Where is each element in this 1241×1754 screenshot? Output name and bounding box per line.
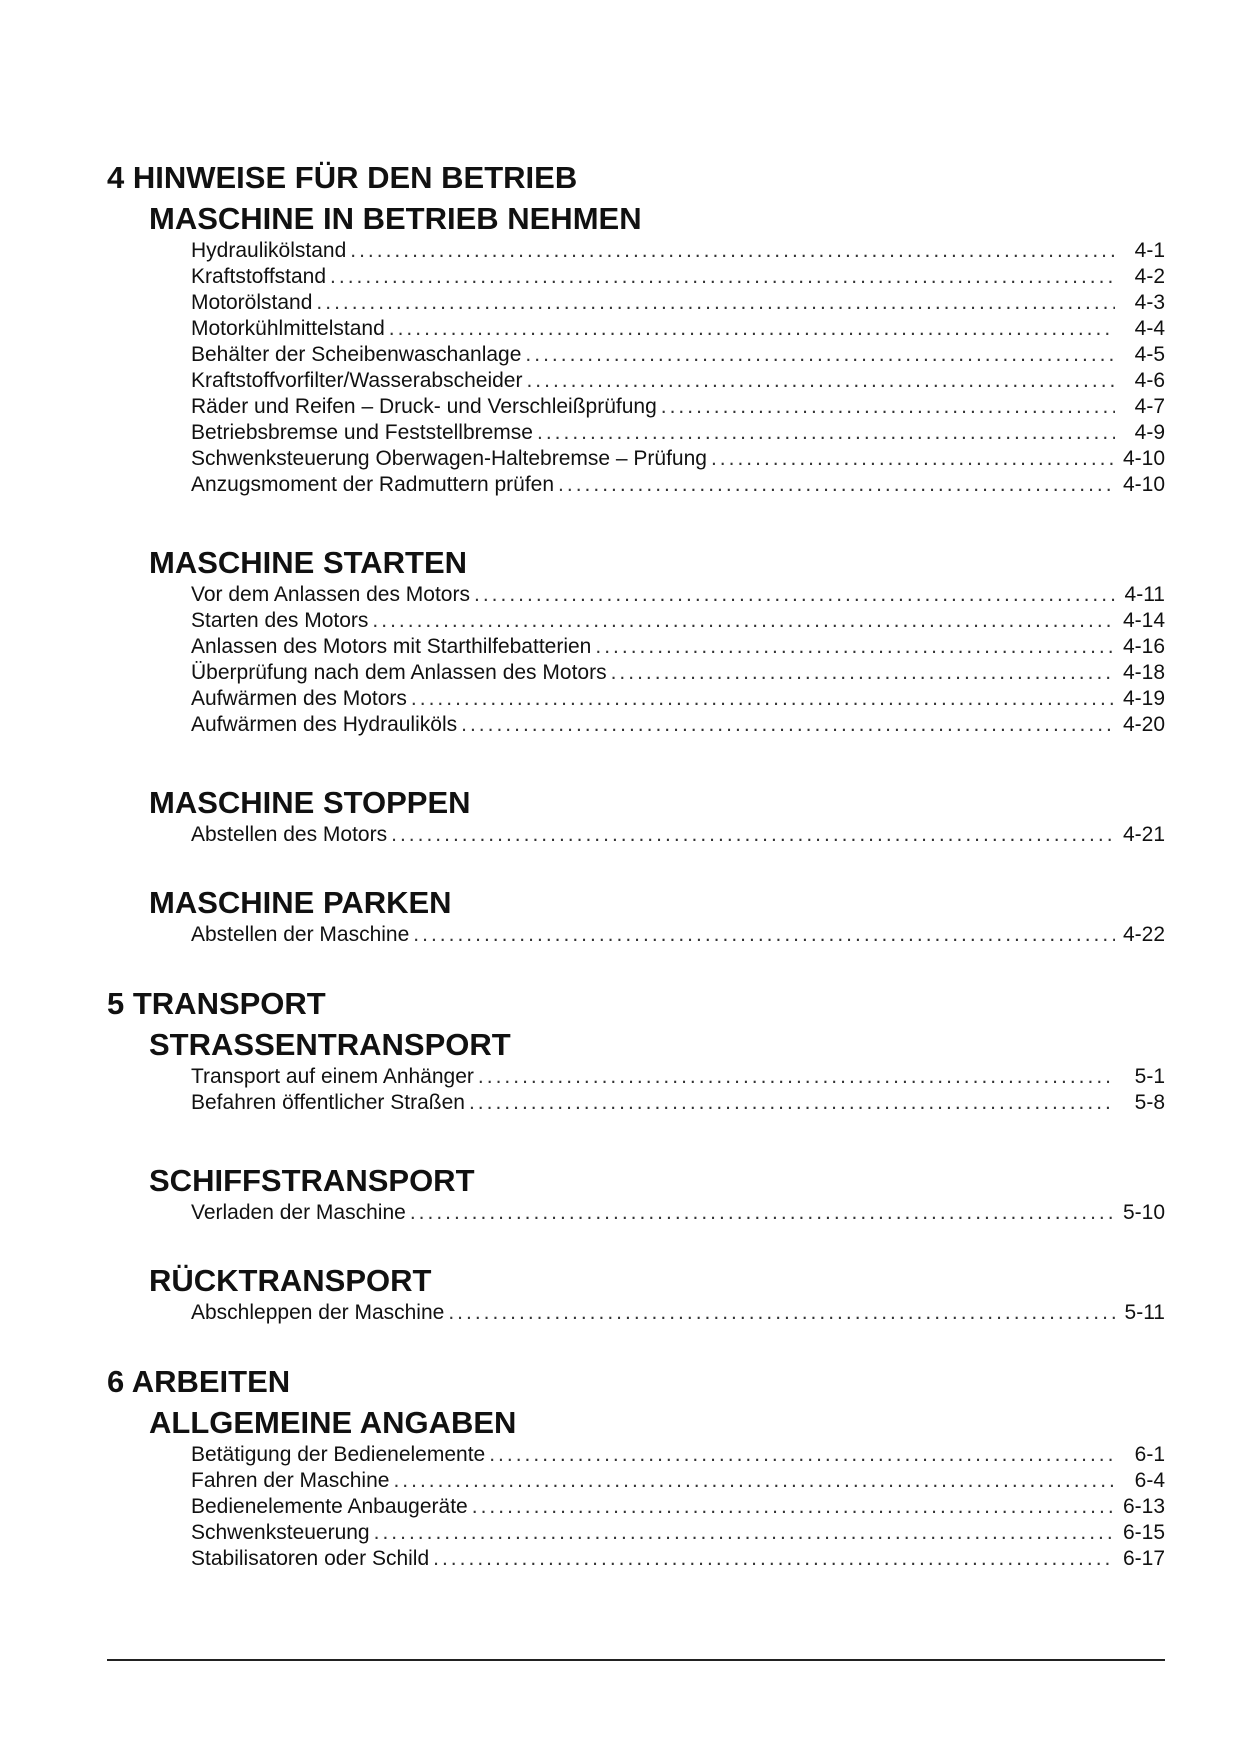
- chapter-title: 4 HINWEISE FÜR DEN BETRIEB: [107, 160, 578, 195]
- dot-leader: [391, 822, 1115, 848]
- entry-page: 4-21: [1122, 823, 1165, 846]
- entry-page: 4-14: [1122, 609, 1165, 632]
- entry-label: Befahren öffentlicher Straßen: [191, 1091, 465, 1114]
- toc-entry[interactable]: [191, 1520, 1165, 1546]
- section-title: ALLGEMEINE ANGABEN: [149, 1405, 517, 1440]
- spacer: [107, 848, 1165, 884]
- chapter: [107, 984, 1165, 1326]
- dot-leader: [374, 1520, 1115, 1546]
- entry-page: 4-20: [1122, 713, 1165, 736]
- entry-label: Schwenksteuerung: [191, 1521, 370, 1544]
- section: [149, 884, 1165, 948]
- dot-leader: [316, 290, 1115, 316]
- entry-page: 4-10: [1122, 473, 1165, 496]
- entry-page: 6-13: [1122, 1495, 1165, 1518]
- section-title: MASCHINE STARTEN: [149, 545, 468, 580]
- entry-page: 4-16: [1122, 635, 1165, 658]
- entry-page: 4-3: [1134, 291, 1165, 314]
- entry-label: Bedienelemente Anbaugeräte: [191, 1495, 468, 1518]
- dot-leader: [410, 1200, 1115, 1226]
- spacer: [107, 948, 1165, 984]
- entry-list: [149, 582, 1165, 738]
- dot-leader: [461, 712, 1115, 738]
- toc-entry[interactable]: [191, 1442, 1165, 1468]
- entry-page: 4-11: [1124, 583, 1165, 606]
- toc-entry[interactable]: [191, 446, 1165, 472]
- entry-label: Motorkühlmittelstand: [191, 317, 385, 340]
- entry-list: [149, 1442, 1165, 1572]
- toc-entry[interactable]: [191, 472, 1165, 498]
- toc-entry[interactable]: [191, 368, 1165, 394]
- toc-entry[interactable]: [191, 1494, 1165, 1520]
- spacer: [107, 1116, 1165, 1162]
- dot-leader: [389, 316, 1115, 342]
- entry-label: Aufwärmen des Motors: [191, 687, 407, 710]
- dot-leader: [433, 1546, 1115, 1572]
- toc-entry[interactable]: [191, 238, 1165, 264]
- entry-list: [149, 822, 1165, 848]
- dot-leader: [661, 394, 1115, 420]
- entry-label: Abstellen des Motors: [191, 823, 388, 846]
- toc-entry[interactable]: [191, 1200, 1165, 1226]
- entry-page: 4-5: [1134, 343, 1165, 366]
- entry-page: 4-1: [1134, 239, 1165, 262]
- dot-leader: [393, 1468, 1115, 1494]
- entry-list: [149, 238, 1165, 498]
- entry-list: [149, 1064, 1165, 1116]
- entry-label: Überprüfung nach dem Anlassen des Motors: [191, 661, 607, 684]
- section: [149, 1026, 1165, 1116]
- section: [149, 200, 1165, 498]
- toc-entry[interactable]: [191, 290, 1165, 316]
- entry-page: 4-7: [1134, 395, 1165, 418]
- section: [149, 1262, 1165, 1326]
- entry-list: [149, 922, 1165, 948]
- dot-leader: [478, 1064, 1115, 1090]
- dot-leader: [350, 238, 1115, 264]
- entry-page: 4-10: [1122, 447, 1165, 470]
- chapter: [107, 1362, 1165, 1572]
- dot-leader: [372, 608, 1115, 634]
- entry-label: Betätigung der Bedienelemente: [191, 1443, 486, 1466]
- table-of-contents: [107, 158, 1165, 1572]
- section-title: MASCHINE STOPPEN: [149, 785, 471, 820]
- toc-entry[interactable]: [191, 420, 1165, 446]
- entry-page: 4-18: [1122, 661, 1165, 684]
- section-title: MASCHINE PARKEN: [149, 885, 452, 920]
- entry-page: 5-1: [1134, 1065, 1165, 1088]
- entry-page: 5-10: [1122, 1201, 1165, 1224]
- toc-entry[interactable]: [191, 582, 1165, 608]
- section-title: MASCHINE IN BETRIEB NEHMEN: [149, 201, 642, 236]
- entry-label: Stabilisatoren oder Schild: [191, 1547, 430, 1570]
- dot-leader: [595, 634, 1115, 660]
- entry-label: Anzugsmoment der Radmuttern prüfen: [191, 473, 555, 496]
- entry-label: Abstellen der Maschine: [191, 923, 410, 946]
- entry-page: 6-4: [1134, 1469, 1165, 1492]
- entry-label: Verladen der Maschine: [191, 1201, 406, 1224]
- toc-entry[interactable]: [191, 634, 1165, 660]
- entry-label: Fahren der Maschine: [191, 1469, 390, 1492]
- dot-leader: [330, 264, 1115, 290]
- dot-leader: [711, 446, 1115, 472]
- entry-page: 4-4: [1134, 317, 1165, 340]
- bottom-rule: [107, 1659, 1165, 1661]
- toc-entry[interactable]: [191, 264, 1165, 290]
- spacer: [107, 1226, 1165, 1262]
- entry-label: Transport auf einem Anhänger: [191, 1065, 474, 1088]
- entry-label: Betriebsbremse und Feststellbremse: [191, 421, 533, 444]
- chapter-title: 6 ARBEITEN: [107, 1364, 291, 1399]
- section: [149, 1404, 1165, 1572]
- entry-page: 6-17: [1122, 1547, 1165, 1570]
- dot-leader: [611, 660, 1115, 686]
- entry-label: Abschleppen der Maschine: [191, 1301, 445, 1324]
- toc-entry[interactable]: [191, 686, 1165, 712]
- entry-label: Kraftstoffvorfilter/Wasserabscheider: [191, 369, 523, 392]
- entry-page: 4-19: [1122, 687, 1165, 710]
- entry-page: 4-2: [1134, 265, 1165, 288]
- spacer: [107, 738, 1165, 784]
- dot-leader: [558, 472, 1115, 498]
- section-title: STRASSENTRANSPORT: [149, 1027, 511, 1062]
- toc-entry[interactable]: [191, 342, 1165, 368]
- spacer: [107, 498, 1165, 544]
- entry-label: Motorölstand: [191, 291, 313, 314]
- dot-leader: [448, 1300, 1115, 1326]
- dot-leader: [411, 686, 1115, 712]
- section: [149, 784, 1165, 848]
- dot-leader: [537, 420, 1115, 446]
- toc-entry[interactable]: [191, 922, 1165, 948]
- entry-list: [149, 1200, 1165, 1226]
- entry-label: Hydraulikölstand: [191, 239, 347, 262]
- spacer: [107, 1326, 1165, 1362]
- entry-page: 5-8: [1134, 1091, 1165, 1114]
- entry-page: 6-15: [1122, 1521, 1165, 1544]
- entry-label: Schwenksteuerung Oberwagen-Haltebremse – Prüfung: [191, 447, 707, 470]
- entry-list: [149, 1300, 1165, 1326]
- entry-label: Anlassen des Motors mit Starthilfebatterien: [191, 635, 592, 658]
- section-title: SCHIFFSTRANSPORT: [149, 1163, 475, 1198]
- section: [149, 1162, 1165, 1226]
- entry-label: Aufwärmen des Hydrauliköls: [191, 713, 458, 736]
- dot-leader: [526, 368, 1115, 394]
- chapter-title: 5 TRANSPORT: [107, 986, 326, 1021]
- toc-entry[interactable]: [191, 316, 1165, 342]
- dot-leader: [525, 342, 1115, 368]
- toc-entry[interactable]: [191, 660, 1165, 686]
- entry-page: 6-1: [1134, 1443, 1165, 1466]
- section: [149, 544, 1165, 738]
- entry-page: 4-9: [1134, 421, 1165, 444]
- entry-label: Kraftstoffstand: [191, 265, 327, 288]
- toc-entry[interactable]: [191, 1468, 1165, 1494]
- entry-page: 5-11: [1124, 1301, 1165, 1324]
- dot-leader: [469, 1090, 1115, 1116]
- toc-entry[interactable]: [191, 712, 1165, 738]
- chapter: [107, 158, 1165, 948]
- entry-page: 4-6: [1134, 369, 1165, 392]
- entry-page: 4-22: [1122, 923, 1165, 946]
- toc-entry[interactable]: [191, 822, 1165, 848]
- dot-leader: [474, 582, 1115, 608]
- dot-leader: [413, 922, 1115, 948]
- entry-label: Behälter der Scheibenwaschanlage: [191, 343, 522, 366]
- toc-entry[interactable]: [191, 1064, 1165, 1090]
- toc-entry[interactable]: [191, 608, 1165, 634]
- dot-leader: [489, 1442, 1115, 1468]
- toc-entry[interactable]: [191, 1300, 1165, 1326]
- toc-entry[interactable]: [191, 394, 1165, 420]
- toc-entry[interactable]: [191, 1090, 1165, 1116]
- dot-leader: [472, 1494, 1115, 1520]
- toc-entry[interactable]: [191, 1546, 1165, 1572]
- entry-label: Starten des Motors: [191, 609, 369, 632]
- section-title: RÜCKTRANSPORT: [149, 1263, 432, 1298]
- entry-label: Räder und Reifen – Druck- und Verschleißprüfung: [191, 395, 657, 418]
- entry-label: Vor dem Anlassen des Motors: [191, 583, 470, 606]
